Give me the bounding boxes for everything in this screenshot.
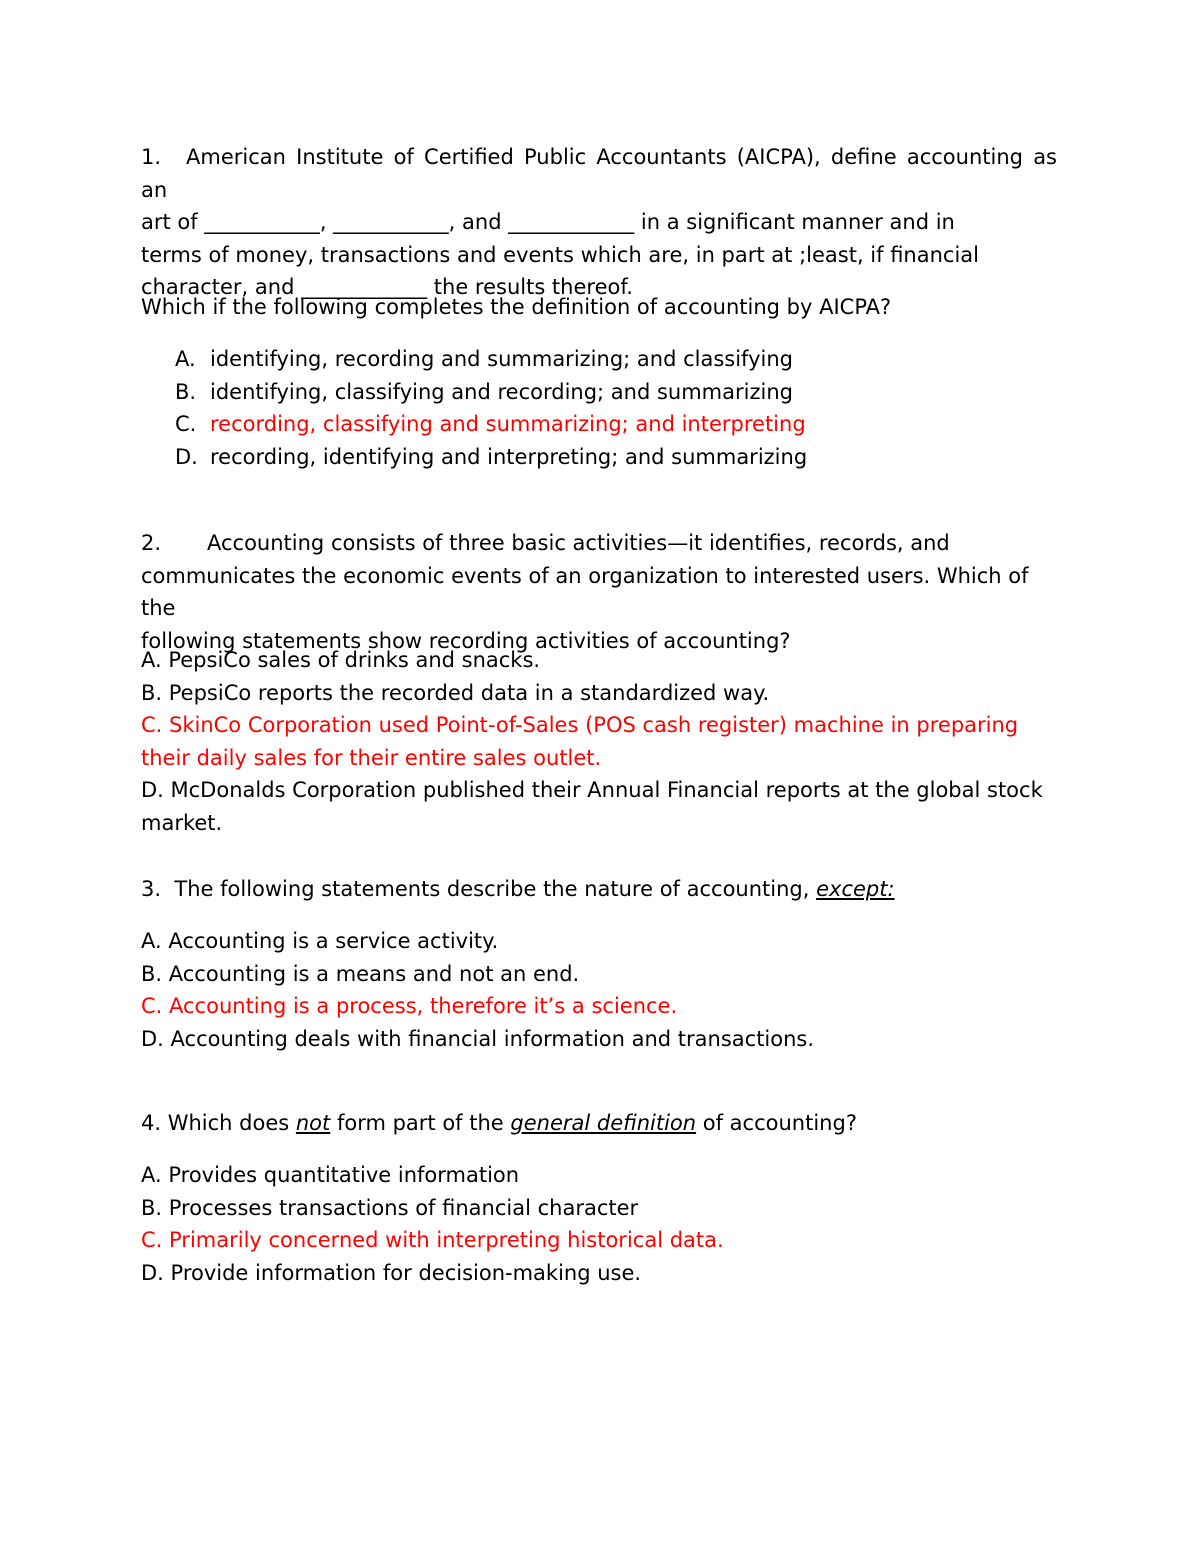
question-4-emphasis-not: not (295, 1111, 331, 1135)
question-2-option-b: B. PepsiCo reports the recorded data in a standardized way. (141, 680, 770, 705)
option-text: identifying, classifying and recording; and summarizing (210, 379, 793, 404)
question-4-emphasis-definition: general definition (510, 1111, 697, 1135)
option-letter: D. (175, 444, 198, 469)
question-2-line-1 (141, 527, 1057, 560)
question-1-options (141, 343, 1057, 473)
correct-answer-text: recording, classifying and summarizing; and interpreting (210, 412, 806, 437)
question-2-options (141, 644, 1057, 840)
question-1-line-3: terms of money, transactions and events which are, in part at ;least, if financial (141, 242, 980, 267)
question-2-option-a: A. PepsiCo sales of drinks and snacks. (141, 648, 541, 672)
question-3-option-b: B. Accounting is a means and not an end. (141, 961, 580, 986)
question-1-option-b (141, 376, 1057, 409)
question-2-option-d-continued: market. (141, 810, 223, 835)
question-1-number: 1. (141, 145, 162, 169)
question-4-options (141, 1159, 1057, 1289)
question-3-text (141, 873, 1057, 906)
option-letter: B. (175, 379, 197, 404)
question-1-prompt (141, 291, 1057, 324)
question-1-line-4: character, and ____________ the results thereof. (141, 275, 633, 299)
question-3-option-d: D. Accounting deals with financial information and transactions. (141, 1026, 815, 1051)
question-4-option-a: A. Provides quantitative information (141, 1163, 520, 1187)
question-3-options (141, 925, 1057, 1055)
question-1 (141, 141, 1057, 304)
question-1-option-a (141, 343, 1057, 376)
question-4-part-3: of accounting? (696, 1111, 857, 1135)
question-4 (141, 1107, 1057, 1140)
question-3-option-a: A. Accounting is a service activity. (141, 929, 499, 953)
question-1-line-2: art of ___________, ___________, and ____________ in a significant manner and in (141, 210, 955, 234)
option-text: recording, identifying and interpreting; and summarizing (210, 444, 808, 469)
question-3-prefix: 3. The following statements describe the nature of accounting, (141, 877, 817, 901)
question-1-option-c (141, 408, 1057, 441)
question-2-number: 2. (141, 531, 162, 555)
question-4-option-d: D. Provide information for decision-making use. (141, 1260, 642, 1285)
question-1-prompt-text: Which if the following completes the definition of accounting by AICPA? (141, 295, 892, 319)
option-letter: C. (175, 412, 197, 437)
question-4-option-b: B. Processes transactions of financial character (141, 1195, 639, 1220)
question-4-part-1: 4. Which does (141, 1111, 296, 1135)
question-1-option-d (141, 441, 1057, 474)
question-2-option-d: D. McDonalds Corporation published their Annual Financial reports at the global stock (141, 778, 1043, 803)
question-3 (141, 873, 1057, 906)
option-text: identifying, recording and summarizing; and classifying (210, 347, 793, 371)
question-2 (141, 527, 1057, 657)
question-3-option-c: C. Accounting is a process, therefore it’s a science. (141, 994, 678, 1019)
question-4-part-2: form part of the (330, 1111, 511, 1135)
question-1-line-1 (141, 141, 1057, 206)
option-letter: A. (175, 347, 196, 371)
question-2-option-c-continued: their daily sales for their entire sales outlet. (141, 745, 602, 770)
question-4-option-c: C. Primarily concerned with interpreting historical data. (141, 1228, 724, 1253)
question-4-text (141, 1107, 1057, 1140)
question-2-option-c: C. SkinCo Corporation used Point-of-Sales (POS cash register) machine in preparing (141, 713, 1019, 738)
question-2-line-3: following statements show recording activities of accounting? (141, 628, 791, 653)
question-1-line-1-text: American Institute of Certified Public Accountants (AICPA), define accounting as an (141, 145, 1057, 202)
question-2-line-1-text: Accounting consists of three basic activities—it identifies, records, and (207, 531, 950, 555)
question-3-emphasis: except: (816, 877, 895, 901)
question-2-line-2: communicates the economic events of an organization to interested users. Which of the (141, 563, 1029, 620)
